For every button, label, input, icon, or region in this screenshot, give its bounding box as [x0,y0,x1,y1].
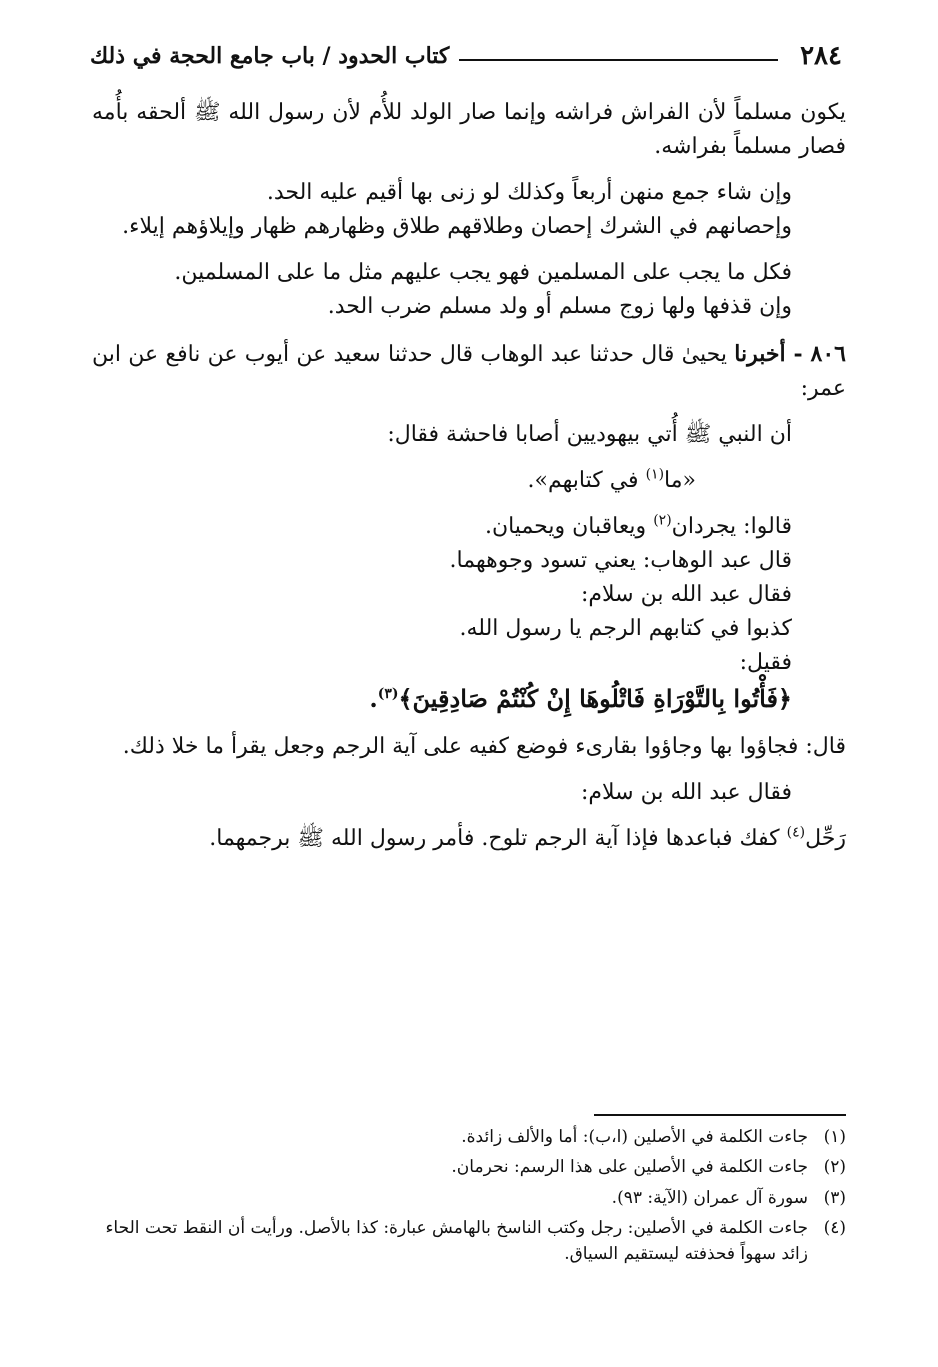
footnote-number: (٣) [823,1187,846,1208]
footnote [92,1185,846,1211]
paragraph: فقيل: [739,650,792,676]
paragraph: أن النبي ﷺ أُتي بيهوديين أصابا فاحشة فقال: [387,421,792,447]
verse-text: ﴿فَأْتُوا بِالتَّوْرَاةِ فَاتْلُوهَا إِنْ كُنْتُمْ صَادِقِينَ﴾ [398,684,792,714]
footnote-rule [594,1114,846,1116]
quran-verse: ﴿فَأْتُوا بِالتَّوْرَاةِ فَاتْلُوهَا إِنْ كُنْتُمْ صَادِقِينَ﴾$^{(٣)}$. [369,684,792,714]
footnote-text: جاءت الكلمة في الأصلين (ا،ب): أما والألف زائدة. [461,1127,808,1147]
footnote [92,1154,846,1180]
footnote-number: (٢) [823,1157,846,1178]
footnote [92,1124,846,1150]
paragraph: وإن قذفها ولها زوج مسلم أو ولد مسلم ضرب الحد. [327,294,792,320]
running-title: كتاب الحدود / باب جامع الحجة في ذلك [90,43,450,69]
footnote [92,1215,846,1268]
footnote-ref: (٣) [377,686,399,703]
paragraph: يكون مسلماً لأن الفراش فراشه وإنما صار الولد للأُم لأن رسول الله ﷺ ألحقه بأُمه فصار مسلماً بفراشه. [92,100,846,160]
paragraph: فقال عبد الله بن سلام: [581,779,792,805]
paragraph [92,510,846,544]
footnote-text: جاءت الكلمة في الأصلين على هذا الرسم: نحرمان. [451,1157,808,1178]
paragraph: كذبوا في كتابهم الرجم يا رسول الله. [459,616,792,642]
paragraph: فقال عبد الله بن سلام: [581,582,792,608]
footnote-ref: (١) [645,466,665,483]
footnote-ref: (٢) [653,512,672,529]
quote-text: في كتابهم». [527,467,639,493]
quote-text: «ما [664,467,696,493]
footnote-text: جاءت الكلمة في الأصلين: رجل وكتب الناسخ بالهامش عبارة: كذا بالأصل. ورأيت أن النقط تحت الحاء زائد سهواً فحذفته ليستقيم السياق. [105,1218,808,1265]
paragraph: وإن شاء جمع منهن أربعاً وكذلك لو زنى بها أقيم عليه الحد. [266,180,792,206]
page-number: ٢٨٤ [800,41,842,71]
footnote-number: (٤) [823,1218,846,1239]
paragraph: فكل ما يجب على المسلمين فهو يجب عليهم مثل ما على المسلمين. [174,260,792,286]
main-text [92,96,846,868]
paragraph: وإحصانهم في الشرك إحصان وطلاقهم طلاق وظهارهم ظهار وإيلاؤهم إيلاء. [122,214,792,240]
footnotes [92,1124,846,1272]
hadith-heading [92,337,846,406]
footnote-ref: (٤) [786,824,806,841]
hadith-number: ٨٠٦ - أخبرنا [734,340,846,367]
paragraph: قال: فجاؤوا بها وجاؤوا بقارىء فوضع كفيه على آية الرجم وجعل يقرأ ما خلا ذلك. [122,733,846,759]
text-span: رَحِّل [805,825,846,851]
hadith-chain: يحيىٰ قال حدثنا عبد الوهاب قال حدثنا سعيد عن أيوب عن نافع عن ابن عمر: [92,341,846,401]
text-span: ويعاقبان ويحميان. [484,513,647,539]
page-header [90,36,842,76]
quotation [92,464,846,498]
footnote-text: سورة آل عمران (الآية: ٩٣). [611,1187,808,1208]
paragraph: قال عبد الوهاب: يعني تسود وجوههما. [449,548,792,574]
footnote-number: (١) [823,1127,846,1147]
text-span: كفك فباعدها فإذا آية الرجم تلوح. فأمر رسول الله ﷺ برجمهما. [209,825,780,851]
header-rule [459,59,778,61]
paragraph [92,822,846,856]
text-span: قالوا: يجردان [671,513,792,539]
